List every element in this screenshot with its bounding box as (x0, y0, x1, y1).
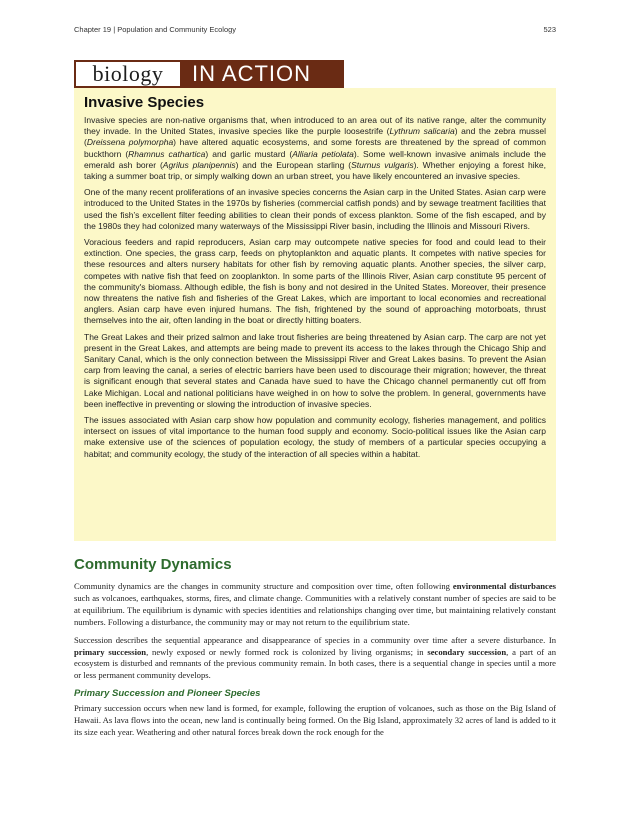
species-name: Rhamnus cathartica (128, 148, 206, 159)
species-name: Dreissena polymorpha (86, 137, 174, 148)
section-paragraph-3: Primary succession occurs when new land is formed, for example, following the eruption of volcanoes, such as those on the Big Island of Hawaii. As lava flows into the ocean, new land is continually being formed. On the Big Island, approximately 32 acres of land is added to it its size each year. Weathering and other natural forces break down the rock enough for the (74, 703, 556, 738)
feature-paragraph-3: Voracious feeders and rapid reproducers, Asian carp may outcompete native species for food and could lead to their extinction. One species, the grass carp, feeds on phytoplankton and aquatic plants. It competes with native species for these resources and alters nursery habitats for other fish by removing aquatic plants. Another species, the silver carp, competes with native fish that feed on zooplankton. In some parts of the Illinois River, Asian carp constitute 95 percent of the community's biomass. Although edible, the fish is bony and not desired in the United States. Moreover, their presence now threatens the native fish and fisheries of the Great Lakes, which are important to local economies and recreational anglers. Asian carp have even injured humans. The fish, frightened by the sound of approaching motorboats, thrust themselves into the air, often landing in the boat or directly hitting boaters. (84, 237, 546, 326)
section-paragraph-2 (74, 635, 556, 683)
text-run: ) and the zebra mussel ( (84, 126, 547, 148)
text-run: Community dynamics are the changes in community structure and composition over time, often following (74, 581, 453, 591)
text-run: ) have altered aquatic ecosystems, and some forests are threatened by the spread of common buckthorn ( (84, 137, 546, 159)
species-name: Sturnus vulgaris (351, 159, 414, 170)
text-run: ). Whether enjoying a forest hike, taking a summer boat trip, or simply walking down an urban street, you have likely encountered an invasive species. (84, 159, 546, 182)
text-run: ) and garlic mustard ( (205, 148, 293, 159)
text-run: ) and the European starling ( (235, 159, 352, 170)
text-run: , a part of an ecosystem is disturbed and remnants of the previous community remain. In both cases, there is a sequential change in species until a more or less permanent community develops. (74, 646, 556, 681)
biology-in-action-banner (74, 60, 344, 88)
feature-paragraph-5: The issues associated with Asian carp show how population and community ecology, fisheries management, and politics intersect on issues of vital importance to the human food supply and economy. Socio-political issues like the Asian carp make extensive use of the sciences of population ecology, the study of members of a particular species occupying a habitat; and community ecology, the study of the interaction of all species within a habitat. (84, 415, 546, 459)
key-term: primary succession (74, 646, 147, 657)
in-action-label: IN ACTION (192, 61, 312, 86)
subsection-heading: Primary Succession and Pioneer Species (74, 688, 261, 700)
page-number: 523 (543, 25, 556, 34)
biology-logo: biology (76, 62, 180, 86)
chapter-title: Chapter 19 | Population and Community Ecology (74, 25, 237, 34)
text-run: such as volcanoes, earthquakes, storms, fires, and climate change. Communities with a relatively constant number of species are said to be at equilibrium. The equilibrium is dynamic with species identities and relationships changing over time, but maintaining relatively constant numbers. Following a disturbance, the community may or may not return to the equilibrium state. (74, 592, 556, 627)
feature-paragraph-1 (84, 115, 546, 182)
species-name: Alliaria petiolata (292, 148, 354, 159)
feature-paragraph-4: The Great Lakes and their prized salmon and lake trout fisheries are being threatened by Asian carp. The carp are not yet present in the Great Lakes, and attempts are being made to prevent its access to the lakes through the Chicago Ship and Sanitary Canal, which is the only connection between the Mississippi River and Great Lakes basins. To prevent the Asian carp from leaving the canal, a series of electric barriers have been used to discourage their migration; however, the threat is significant enough that several states and Canada have sued to have the Chicago channel permanently cut off from Lake Michigan. Local and national politicians have weighed in on how to solve the problem. In general, governments have been ineffective in preventing or slowing the introduction of invasive species. (84, 331, 546, 409)
feature-title: Invasive Species (84, 94, 205, 111)
text-run: ). Some well-known invasive animals include the emerald ash borer ( (84, 148, 546, 170)
key-term: secondary succession (427, 646, 507, 657)
section-title: Community Dynamics (74, 556, 232, 573)
key-term: environmental disturbances (452, 581, 556, 591)
text-run: Invasive species are non-native organisms that, when introduced to an area out of its native range, alter the community they invade. In the United States, invasive species like the purple loosestrife ( (84, 115, 546, 137)
section-body (74, 581, 556, 745)
text-run: , newly exposed or newly formed rock is colonized by living organisms; in (146, 646, 428, 657)
species-name: Lythrum salicaria (389, 126, 455, 137)
invasive-species-feature (74, 88, 556, 541)
feature-paragraph-2: One of the many recent proliferations of an invasive species concerns the Asian carp in the United States. Asian carp were introduced to the United States in the 1970s by fisheries (commercial catfish ponds) and by sewage treatment facilities that used the fish’s excellent filter feeding abilities to clean their ponds of excess plankton. Some of the fish escaped, and by the 1980s they had colonized many waterways of the Mississippi River basin, including the Illinois and Missouri Rivers. (84, 187, 546, 231)
page-header (74, 25, 556, 34)
species-name: Agrilus planipennis (162, 159, 236, 170)
section-paragraph-1 (74, 581, 556, 629)
text-run: Succession describes the sequential appearance and disappearance of species in a community over time after a severe disturbance. In (74, 634, 556, 645)
